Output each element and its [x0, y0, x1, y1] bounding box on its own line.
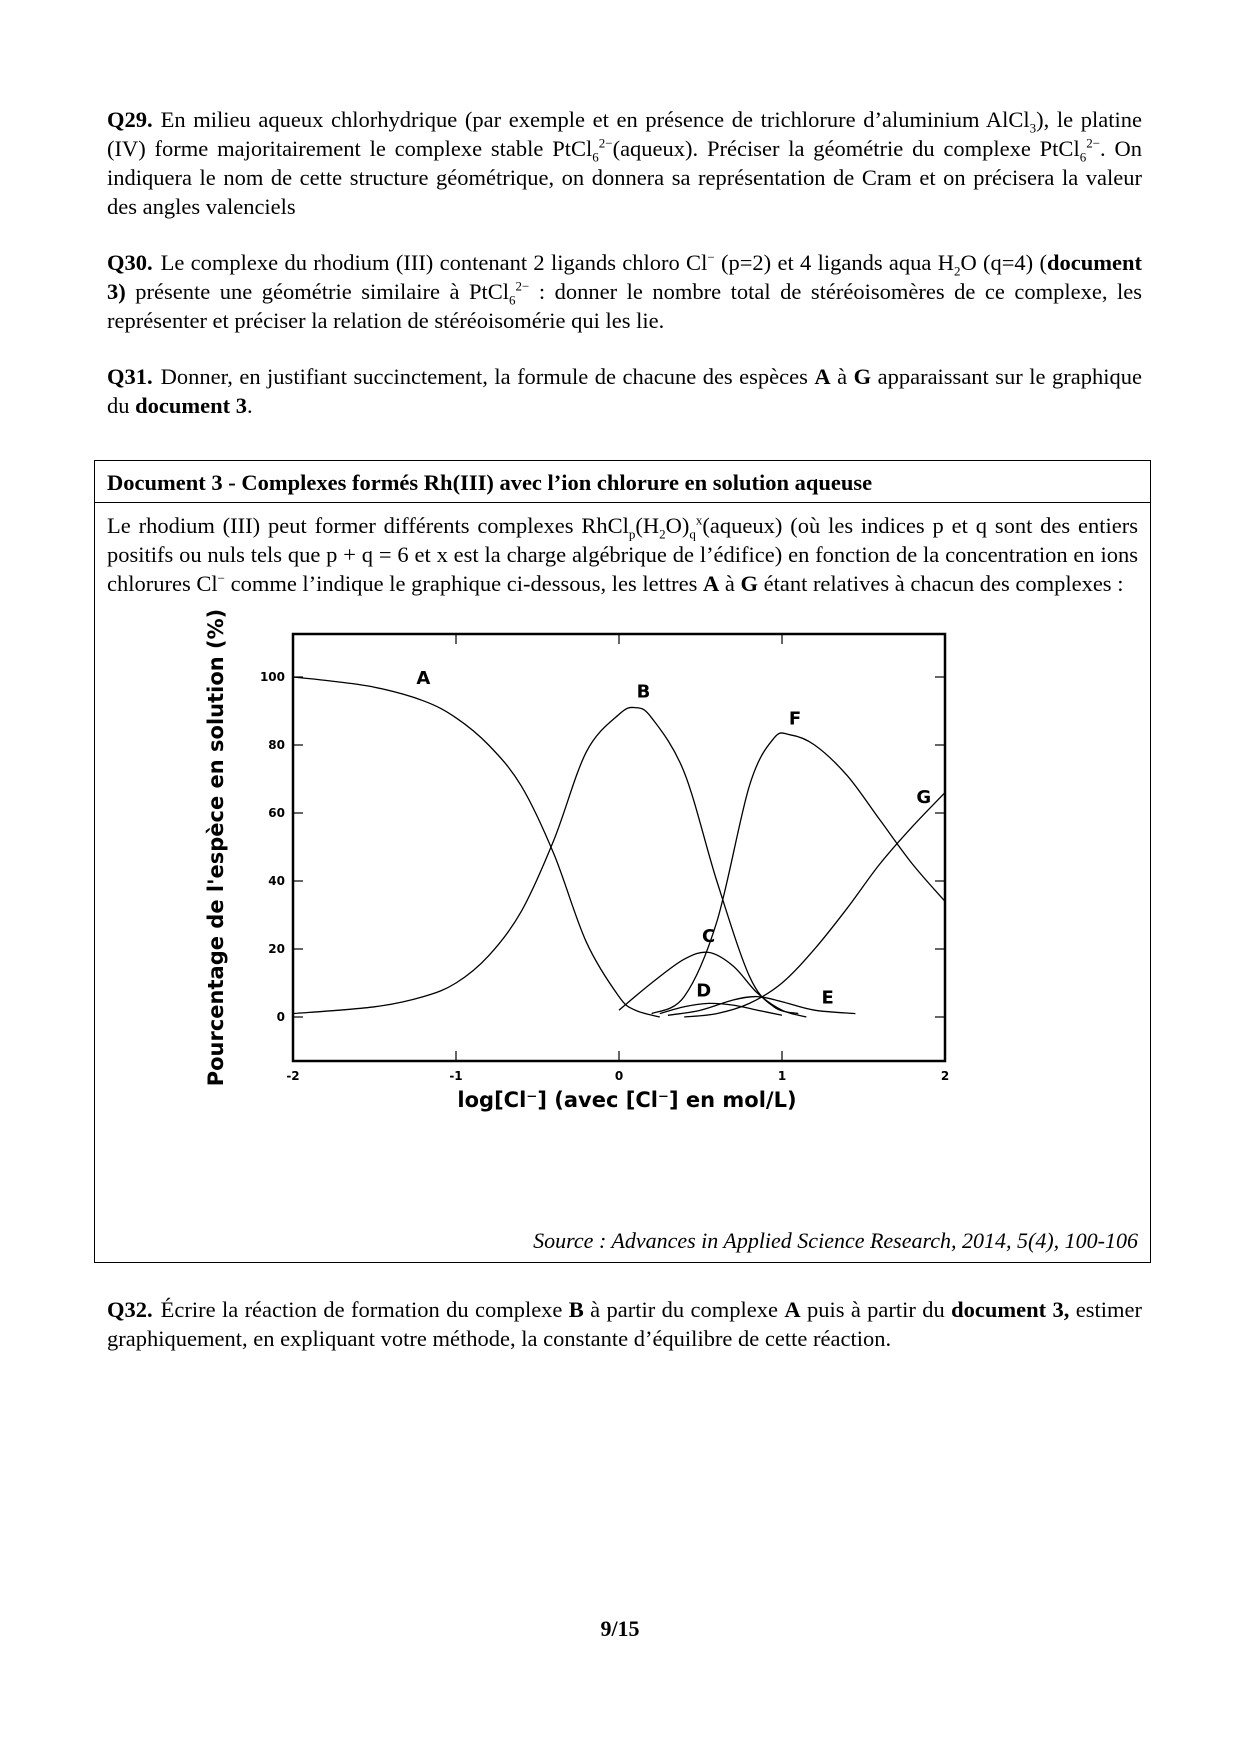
y-tick-label: 80 [268, 738, 285, 752]
x-tick-label: 1 [777, 1069, 787, 1083]
text: Le rhodium (III) peut former différents complexes RhCl [107, 513, 629, 538]
curve-label-e: E [821, 987, 834, 1009]
page-number: 9/15 [600, 1616, 640, 1641]
subscript: 3 [1029, 120, 1037, 136]
bold-letter: A [784, 1297, 801, 1322]
x-tick-label: -1 [449, 1069, 463, 1083]
series-line-f [652, 733, 945, 1014]
x-tick-label: 0 [614, 1069, 624, 1083]
text: (aqueux) (où les indices p et q sont des entiers positifs ou nuls tels que p + q = 6 et x est la charge algébrique de l’édifice) en fonction de la concentration en ions chlorures Cl [107, 513, 1139, 596]
subscript: 6 [1079, 149, 1087, 165]
superscript: 2− [598, 135, 613, 151]
page-content [107, 105, 1142, 447]
question-number: Q32. [107, 1297, 153, 1322]
speciation-chart [95, 461, 1150, 1262]
page-content-lower [107, 1295, 1142, 1380]
curve-label-f: F [788, 708, 802, 730]
subscript: 6 [509, 292, 516, 308]
question-31 [107, 362, 1142, 420]
x-tick-label: -2 [286, 1069, 300, 1083]
bold-letter: G [853, 364, 872, 389]
question-number: Q31. [107, 364, 153, 389]
y-tick-label: 60 [268, 806, 285, 820]
curve-label-c: C [702, 926, 716, 948]
subscript: p [628, 526, 636, 542]
series-line-a [293, 677, 660, 1017]
y-tick-label: 40 [268, 874, 285, 888]
text: O (q=4) ( [960, 250, 1047, 275]
question-number: Q30. [107, 250, 153, 275]
bold-letter: G [740, 571, 758, 596]
text: En milieu aqueux chlorhydrique (par exemple et en présence de trichlorure d’aluminium AlCl [160, 107, 1030, 132]
curve-label-d: D [696, 980, 712, 1002]
text: Donner, en justifiant succinctement, la formule de chacune des espèces [160, 364, 815, 389]
text: apparaissant sur le graphique du [107, 364, 1142, 418]
text: présente une géométrie similaire à PtCl [125, 279, 510, 304]
text: (H [635, 513, 660, 538]
text: estimer graphiquement, en expliquant votre méthode, la constante d’équilibre de cette réaction. [107, 1297, 1142, 1351]
subscript: 6 [592, 149, 599, 165]
x-tick-label: 2 [940, 1069, 950, 1083]
curve-label-b: B [636, 681, 651, 703]
y-tick-label: 100 [259, 670, 285, 684]
document-reference: document 3) [107, 250, 1142, 304]
bold-letter: A [702, 571, 720, 596]
superscript: 2− [1086, 135, 1101, 151]
document-reference: document 3 [135, 393, 247, 418]
superscript: x [695, 512, 703, 528]
text: à [830, 364, 854, 389]
y-tick-label: 0 [276, 1010, 285, 1024]
document-reference: document 3, [951, 1297, 1070, 1322]
y-tick-label: 20 [268, 942, 285, 956]
y-axis-label: Pourcentage de l'espèce en solution (%) [204, 608, 228, 1087]
text: comme l’indique le graphique ci-dessous, les lettres [224, 571, 703, 596]
text: : donner le nombre total de stéréoisomères de ce complexe, les représenter et préciser la relation de stéréoisomérie qui les lie. [107, 279, 1143, 333]
x-axis-label: log[Cl⁻] (avec [Cl⁻] en mol/L) [457, 1088, 797, 1112]
subscript: q [689, 526, 696, 542]
text: (aqueux). Préciser la géométrie du complexe PtCl [612, 136, 1080, 161]
superscript: − [217, 570, 225, 586]
text: O) [665, 513, 690, 538]
curve-label-a: A [416, 667, 431, 689]
text: . On indiquera le nom de cette structure géométrique, on donnera sa représentation de Cram et on précisera la valeur des angles valenciels [107, 136, 1142, 219]
text: étant relatives à chacun des complexes : [757, 571, 1124, 596]
question-32 [107, 1295, 1142, 1353]
text: ), le platine (IV) forme majoritairement le complexe stable PtCl [107, 107, 1142, 161]
question-29 [107, 105, 1142, 221]
text: . [247, 393, 253, 418]
document-3-title: Document 3 - Complexes formés Rh(III) avec l’ion chlorure en solution aqueuse [95, 461, 1150, 503]
superscript: − [707, 249, 715, 265]
text: (p=2) et 4 ligands aqua H [714, 250, 954, 275]
text: à [719, 571, 741, 596]
series-line-b [293, 707, 798, 1013]
text: Le complexe du rhodium (III) contenant 2 ligands chloro Cl [160, 250, 708, 275]
curve-label-g: G [916, 786, 932, 808]
question-30 [107, 248, 1142, 335]
bold-letter: B [568, 1297, 584, 1322]
document-3-box [94, 460, 1151, 1263]
question-number: Q29. [107, 107, 153, 132]
source-citation: Source : Advances in Applied Science Research, 2014, 5(4), 100-106 [533, 1228, 1138, 1253]
bold-letter: A [814, 364, 831, 389]
text: à partir du complexe [583, 1297, 785, 1322]
subscript: 2 [659, 526, 666, 542]
superscript: 2− [515, 278, 530, 294]
text: Écrire la réaction de formation du complexe [160, 1297, 569, 1322]
series-line-g [684, 793, 945, 1017]
text: puis à partir du [800, 1297, 952, 1322]
subscript: 2 [953, 263, 961, 279]
